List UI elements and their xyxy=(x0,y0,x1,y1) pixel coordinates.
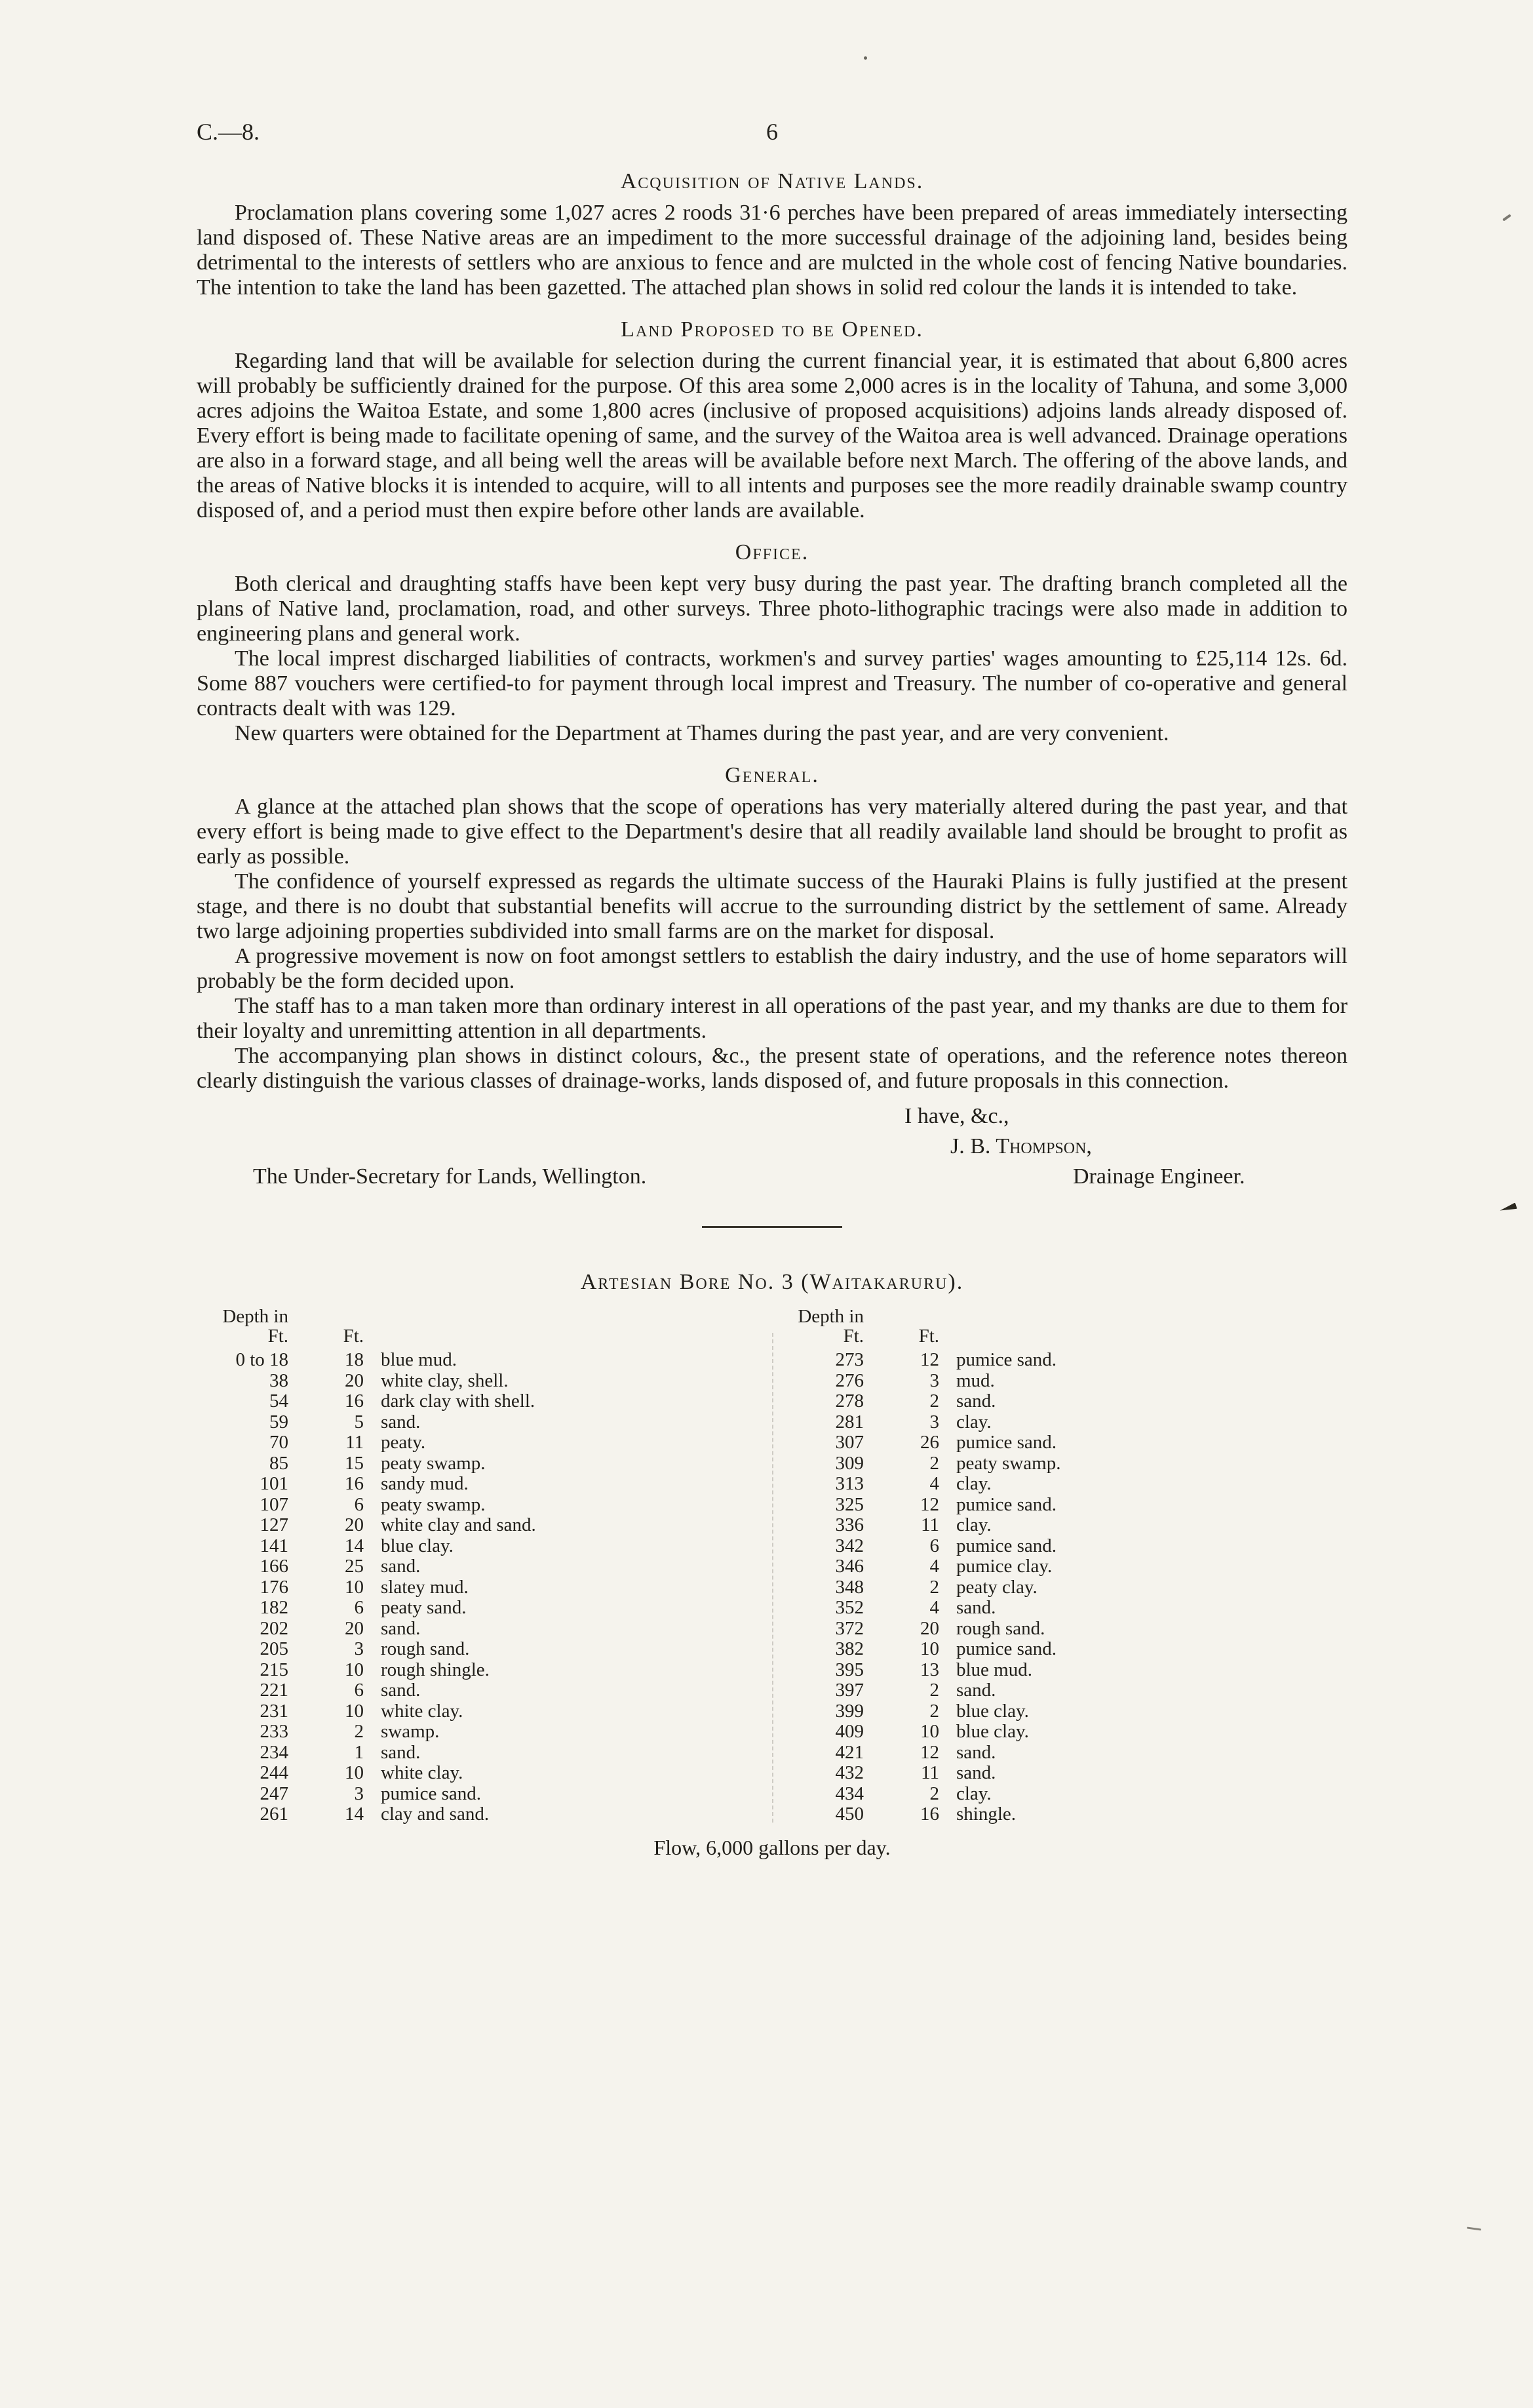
bore-depth: 336 xyxy=(835,1514,864,1535)
table-row xyxy=(197,1453,772,1474)
bore-material: clay. xyxy=(956,1514,992,1535)
bore-depth: 346 xyxy=(835,1556,864,1577)
bore-material: swamp. xyxy=(381,1721,440,1742)
bore-thickness: 11 xyxy=(921,1514,939,1535)
bore-material: rough shingle. xyxy=(381,1659,490,1680)
table-row xyxy=(197,1784,772,1805)
bore-material: rough sand. xyxy=(956,1617,1045,1639)
table-row xyxy=(772,1804,1348,1825)
bore-depth: 409 xyxy=(835,1721,864,1742)
bore-thickness: 10 xyxy=(345,1576,364,1598)
bore-depth: 38 xyxy=(269,1370,288,1391)
thickness-header: Ft. xyxy=(343,1326,364,1347)
bore-material: pumice clay. xyxy=(956,1556,1053,1577)
bore-thickness: 10 xyxy=(920,1638,939,1659)
bore-table-left-column xyxy=(197,1307,772,1825)
bore-thickness: 3 xyxy=(929,1411,939,1432)
section-heading: General. xyxy=(725,763,819,787)
table-row xyxy=(772,1432,1348,1453)
bore-depth: 432 xyxy=(835,1762,864,1783)
table-row xyxy=(772,1639,1348,1660)
bore-depth: 434 xyxy=(835,1783,864,1804)
bore-thickness: 11 xyxy=(921,1762,939,1783)
thickness-header: Ft. xyxy=(918,1326,939,1347)
table-row xyxy=(772,1371,1348,1392)
bore-thickness: 20 xyxy=(920,1617,939,1639)
table-row xyxy=(197,1619,772,1640)
table-row xyxy=(772,1722,1348,1743)
bore-material: clay. xyxy=(956,1473,992,1494)
table-row xyxy=(197,1432,772,1453)
bore-material: clay. xyxy=(956,1783,992,1804)
table-row xyxy=(772,1660,1348,1681)
bore-material: sand. xyxy=(956,1680,996,1701)
bore-material: sand. xyxy=(381,1556,421,1577)
bore-depth: 348 xyxy=(835,1576,864,1598)
bore-depth: 342 xyxy=(835,1535,864,1556)
bore-depth: 85 xyxy=(269,1452,288,1474)
paragraph: Proclamation plans covering some 1,027 acres 2 roods 31·6 perches have been prepared of areas immediately intersecting land disposed of. These Native areas are an impediment to the more successful drainage of the adjoining land, besides being detrimental to the interests of settlers who are anxious to fence and are mulcted in the whole cost of fencing Native boundaries. The intention to take the land has been gazetted. The attached plan shows in solid red colour the lands it is intended to take. xyxy=(197,201,1348,300)
table-row xyxy=(197,1577,772,1598)
bore-thickness: 10 xyxy=(345,1762,364,1783)
bore-thickness: 2 xyxy=(354,1721,364,1742)
bore-material: slatey mud. xyxy=(381,1576,469,1598)
bore-depth: 421 xyxy=(835,1741,864,1763)
bore-thickness: 11 xyxy=(345,1432,364,1453)
paragraph: The staff has to a man taken more than ordinary interest in all operations of the past year, and my thanks are due to them for their loyalty and unremitting attention in all departments. xyxy=(197,994,1348,1043)
table-row xyxy=(772,1784,1348,1805)
bore-header-row xyxy=(772,1326,1348,1346)
table-row xyxy=(197,1412,772,1433)
bore-thickness: 12 xyxy=(920,1741,939,1763)
bore-table-columns xyxy=(197,1307,1348,1825)
bore-thickness: 16 xyxy=(920,1804,939,1825)
bore-depth: 247 xyxy=(260,1783,288,1804)
bore-material: sandy mud. xyxy=(381,1473,469,1494)
page-header xyxy=(197,118,1348,152)
bore-material: pumice sand. xyxy=(381,1783,482,1804)
paragraph: New quarters were obtained for the Department at Thames during the past year, and are very convenient. xyxy=(235,721,1169,745)
table-row xyxy=(197,1495,772,1516)
table-row xyxy=(772,1598,1348,1619)
bore-material: blue mud. xyxy=(956,1659,1032,1680)
bore-material: sand. xyxy=(956,1741,996,1763)
letter-closing xyxy=(197,1101,1348,1192)
bore-material: sand. xyxy=(381,1680,421,1701)
bore-depth: 107 xyxy=(260,1493,288,1515)
bore-material: sand. xyxy=(381,1741,421,1763)
depth-header-unit: Ft. xyxy=(267,1326,288,1347)
bore-material: peaty swamp. xyxy=(956,1452,1061,1474)
bore-depth: 0 to 18 xyxy=(235,1349,288,1370)
bore-thickness: 3 xyxy=(354,1783,364,1804)
bore-material: sand. xyxy=(956,1597,996,1618)
depth-header-unit: Ft. xyxy=(843,1326,864,1347)
bore-thickness: 25 xyxy=(345,1556,364,1577)
bore-thickness: 14 xyxy=(345,1804,364,1825)
table-row xyxy=(772,1474,1348,1495)
bore-material: pumice sand. xyxy=(956,1493,1057,1515)
table-row xyxy=(772,1763,1348,1784)
bore-thickness: 20 xyxy=(345,1617,364,1639)
bore-depth: 231 xyxy=(260,1700,288,1722)
document-reference: C.—8. xyxy=(197,119,260,145)
paragraph: Both clerical and draughting staffs have been kept very busy during the past year. The drafting branch completed all the plans of Native land, proclamation, road, and other surveys. Three photo-lithographic tracings were also made in addition to engineering plans and general work. xyxy=(197,572,1348,646)
bore-thickness: 16 xyxy=(345,1473,364,1494)
bore-thickness: 2 xyxy=(929,1783,939,1804)
table-row xyxy=(197,1556,772,1577)
bore-material: blue clay. xyxy=(956,1700,1029,1722)
bore-depth: 372 xyxy=(835,1617,864,1639)
bore-depth: 54 xyxy=(269,1391,288,1411)
bore-depth: 182 xyxy=(260,1597,288,1618)
table-row xyxy=(197,1763,772,1784)
bore-material: blue clay. xyxy=(956,1721,1029,1742)
bore-material: sand. xyxy=(381,1617,421,1639)
table-row xyxy=(772,1495,1348,1516)
table-row xyxy=(772,1743,1348,1764)
table-row xyxy=(772,1412,1348,1433)
bore-depth: 166 xyxy=(260,1556,288,1577)
bore-depth: 397 xyxy=(835,1680,864,1701)
bore-thickness: 10 xyxy=(345,1700,364,1722)
bore-material: sand. xyxy=(956,1391,996,1411)
bore-thickness: 13 xyxy=(920,1659,939,1680)
bore-material: white clay and sand. xyxy=(381,1514,536,1535)
bore-depth: 261 xyxy=(260,1804,288,1825)
signature-title: Drainage Engineer. xyxy=(1073,1164,1245,1189)
bore-depth: 325 xyxy=(835,1493,864,1515)
bore-table-right-column xyxy=(772,1307,1348,1825)
scan-artifact xyxy=(864,56,867,60)
valediction: I have, &c., xyxy=(904,1104,1009,1128)
table-row xyxy=(197,1474,772,1495)
paragraph: A progressive movement is now on foot amongst settlers to establish the dairy industry, and the use of home separators will probably be the form decided upon. xyxy=(197,944,1348,993)
paragraph: The local imprest discharged liabilities of contracts, workmen's and survey parties' wages amounting to £25,114 12s. 6d. Some 887 vouchers were certified-to for payment through local imprest and Treasury. The number of co-operative and general contracts dealt with was 129. xyxy=(197,646,1348,720)
section-acquisition-of-native-lands xyxy=(197,169,1348,300)
depth-header: Depth in xyxy=(222,1306,288,1327)
bore-material: peaty clay. xyxy=(956,1576,1038,1598)
depth-header: Depth in xyxy=(798,1306,864,1327)
table-row xyxy=(197,1639,772,1660)
paragraph: A glance at the attached plan shows that the scope of operations has very materially altered during the past year, and that every effort is being made to give effect to the Department's desire that all readily available land should be brought to profit as early as possible. xyxy=(197,795,1348,869)
bore-depth: 176 xyxy=(260,1576,288,1598)
bore-depth: 215 xyxy=(260,1659,288,1680)
table-row xyxy=(772,1556,1348,1577)
bore-depth: 127 xyxy=(260,1514,288,1535)
bore-depth: 205 xyxy=(260,1638,288,1659)
bore-depth: 202 xyxy=(260,1617,288,1639)
bore-table-title: Artesian Bore No. 3 (Waitakaruru). xyxy=(580,1270,964,1294)
paragraph: The accompanying plan shows in distinct colours, &c., the present state of operations, and the reference notes thereon clearly distinguish the various classes of drainage-works, lands disposed of, and future proposals in this connection. xyxy=(197,1044,1348,1093)
table-row xyxy=(197,1371,772,1392)
bore-depth: 352 xyxy=(835,1597,864,1618)
section-heading: Acquisition of Native Lands. xyxy=(620,169,924,193)
table-row xyxy=(197,1722,772,1743)
addressee: The Under-Secretary for Lands, Wellington. xyxy=(253,1164,647,1189)
bore-thickness: 3 xyxy=(354,1638,364,1659)
table-row xyxy=(197,1598,772,1619)
bore-thickness: 5 xyxy=(354,1411,364,1432)
bore-material: sand. xyxy=(381,1411,421,1432)
bore-header-row xyxy=(772,1307,1348,1326)
table-row xyxy=(197,1350,772,1371)
table-row xyxy=(772,1391,1348,1412)
bore-material: sand. xyxy=(956,1762,996,1783)
bore-thickness: 4 xyxy=(929,1473,939,1494)
paragraph: Regarding land that will be available for selection during the current financial year, it is estimated that about 6,800 acres will probably be sufficiently drained for the purpose. Of this area some 2,000 acres is in the locality of Tahuna, and some 3,000 acres adjoins the Waitoa Estate, and some 1,800 acres (inclusive of proposed acquisitions) adjoins lands already disposed of. Every effort is being made to facilitate opening of same, and the survey of the Waitoa area is well advanced. Drainage operations are also in a forward stage, and all being well the areas will be available before next March. The offering of the above lands, and the areas of Native blocks it is intended to acquire, will to all intents and purposes see the more readily drainable swamp country disposed of, and a period must then expire before other lands are available. xyxy=(197,349,1348,523)
bore-thickness: 16 xyxy=(345,1391,364,1411)
bore-depth: 244 xyxy=(260,1762,288,1783)
bore-thickness: 2 xyxy=(929,1391,939,1411)
bore-thickness: 1 xyxy=(354,1741,364,1763)
bore-thickness: 12 xyxy=(920,1349,939,1370)
bore-material: pumice sand. xyxy=(956,1432,1057,1453)
artesian-bore-table xyxy=(197,1270,1348,1860)
bore-material: dark clay with shell. xyxy=(381,1391,535,1411)
bore-thickness: 3 xyxy=(929,1370,939,1391)
table-row xyxy=(197,1804,772,1825)
bore-material: pumice sand. xyxy=(956,1638,1057,1659)
bore-depth: 70 xyxy=(269,1432,288,1453)
bore-material: mud. xyxy=(956,1370,995,1391)
bore-thickness: 18 xyxy=(345,1349,364,1370)
section-heading: Office. xyxy=(735,540,809,564)
bore-material: blue mud. xyxy=(381,1349,457,1370)
bore-thickness: 4 xyxy=(929,1556,939,1577)
bore-depth: 278 xyxy=(835,1391,864,1411)
section-office xyxy=(197,540,1348,746)
bore-depth: 234 xyxy=(260,1741,288,1763)
signature: J. B. Thompson, xyxy=(950,1134,1092,1158)
table-row xyxy=(197,1680,772,1701)
table-row xyxy=(772,1701,1348,1722)
table-row xyxy=(772,1515,1348,1536)
flow-note: Flow, 6,000 gallons per day. xyxy=(653,1835,891,1859)
bore-material: peaty sand. xyxy=(381,1597,467,1618)
bore-depth: 307 xyxy=(835,1432,864,1453)
bore-thickness: 10 xyxy=(345,1659,364,1680)
bore-depth: 276 xyxy=(835,1370,864,1391)
bore-thickness: 20 xyxy=(345,1370,364,1391)
bore-thickness: 6 xyxy=(354,1680,364,1701)
bore-depth: 309 xyxy=(835,1452,864,1474)
page-number: 6 xyxy=(766,119,778,145)
bore-depth: 101 xyxy=(260,1473,288,1494)
paragraph: The confidence of yourself expressed as regards the ultimate success of the Hauraki Plains is fully justified at the present stage, and there is no doubt that substantial benefits will accrue to the surrounding district by the settlement of same. Already two large adjoining properties subdivided into small farms are on the market for disposal. xyxy=(197,869,1348,943)
bore-material: peaty swamp. xyxy=(381,1493,486,1515)
table-row xyxy=(772,1577,1348,1598)
bore-depth: 313 xyxy=(835,1473,864,1494)
bore-thickness: 2 xyxy=(929,1452,939,1474)
bore-thickness: 2 xyxy=(929,1680,939,1701)
bore-material: clay. xyxy=(956,1411,992,1432)
table-row xyxy=(197,1515,772,1536)
bore-header-row xyxy=(197,1326,772,1346)
table-row xyxy=(772,1680,1348,1701)
bore-depth: 141 xyxy=(260,1535,288,1556)
bore-rows-left xyxy=(197,1350,772,1825)
bore-material: blue clay. xyxy=(381,1535,454,1556)
bore-depth: 221 xyxy=(260,1680,288,1701)
bore-material: white clay, shell. xyxy=(381,1370,509,1391)
closing-row xyxy=(197,1162,1348,1192)
section-divider-rule xyxy=(702,1226,842,1228)
bore-material: shingle. xyxy=(956,1804,1017,1825)
bore-material: rough sand. xyxy=(381,1638,470,1659)
bore-thickness: 6 xyxy=(354,1597,364,1618)
bore-depth: 395 xyxy=(835,1659,864,1680)
bore-depth: 233 xyxy=(260,1721,288,1742)
table-row xyxy=(197,1701,772,1722)
bore-thickness: 10 xyxy=(920,1721,939,1742)
bore-thickness: 26 xyxy=(920,1432,939,1453)
bore-depth: 273 xyxy=(835,1349,864,1370)
bore-material: pumice sand. xyxy=(956,1349,1057,1370)
bore-depth: 399 xyxy=(835,1700,864,1722)
bore-thickness: 14 xyxy=(345,1535,364,1556)
bore-thickness: 4 xyxy=(929,1597,939,1618)
bore-thickness: 12 xyxy=(920,1493,939,1515)
bore-material: pumice sand. xyxy=(956,1535,1057,1556)
bore-thickness: 20 xyxy=(345,1514,364,1535)
bore-material: peaty. xyxy=(381,1432,426,1453)
table-row xyxy=(772,1453,1348,1474)
table-row xyxy=(197,1391,772,1412)
bore-thickness: 6 xyxy=(354,1493,364,1515)
bore-header-row xyxy=(197,1307,772,1326)
bore-depth: 450 xyxy=(835,1804,864,1825)
table-row xyxy=(197,1743,772,1764)
bore-thickness: 2 xyxy=(929,1576,939,1598)
table-row xyxy=(772,1350,1348,1371)
bore-material: white clay. xyxy=(381,1700,463,1722)
bore-material: clay and sand. xyxy=(381,1804,490,1825)
bore-depth: 59 xyxy=(269,1411,288,1432)
bore-depth: 281 xyxy=(835,1411,864,1432)
bore-rows-right xyxy=(772,1350,1348,1825)
table-row xyxy=(772,1619,1348,1640)
bore-thickness: 15 xyxy=(345,1452,364,1474)
table-row xyxy=(772,1536,1348,1557)
table-row xyxy=(197,1660,772,1681)
table-row xyxy=(197,1536,772,1557)
bore-material: white clay. xyxy=(381,1762,463,1783)
bore-thickness: 6 xyxy=(929,1535,939,1556)
bore-thickness: 2 xyxy=(929,1700,939,1722)
bore-depth: 382 xyxy=(835,1638,864,1659)
section-land-proposed-to-be-opened xyxy=(197,317,1348,523)
section-general xyxy=(197,763,1348,1094)
section-heading: Land Proposed to be Opened. xyxy=(621,317,923,342)
bore-material: peaty swamp. xyxy=(381,1452,486,1474)
